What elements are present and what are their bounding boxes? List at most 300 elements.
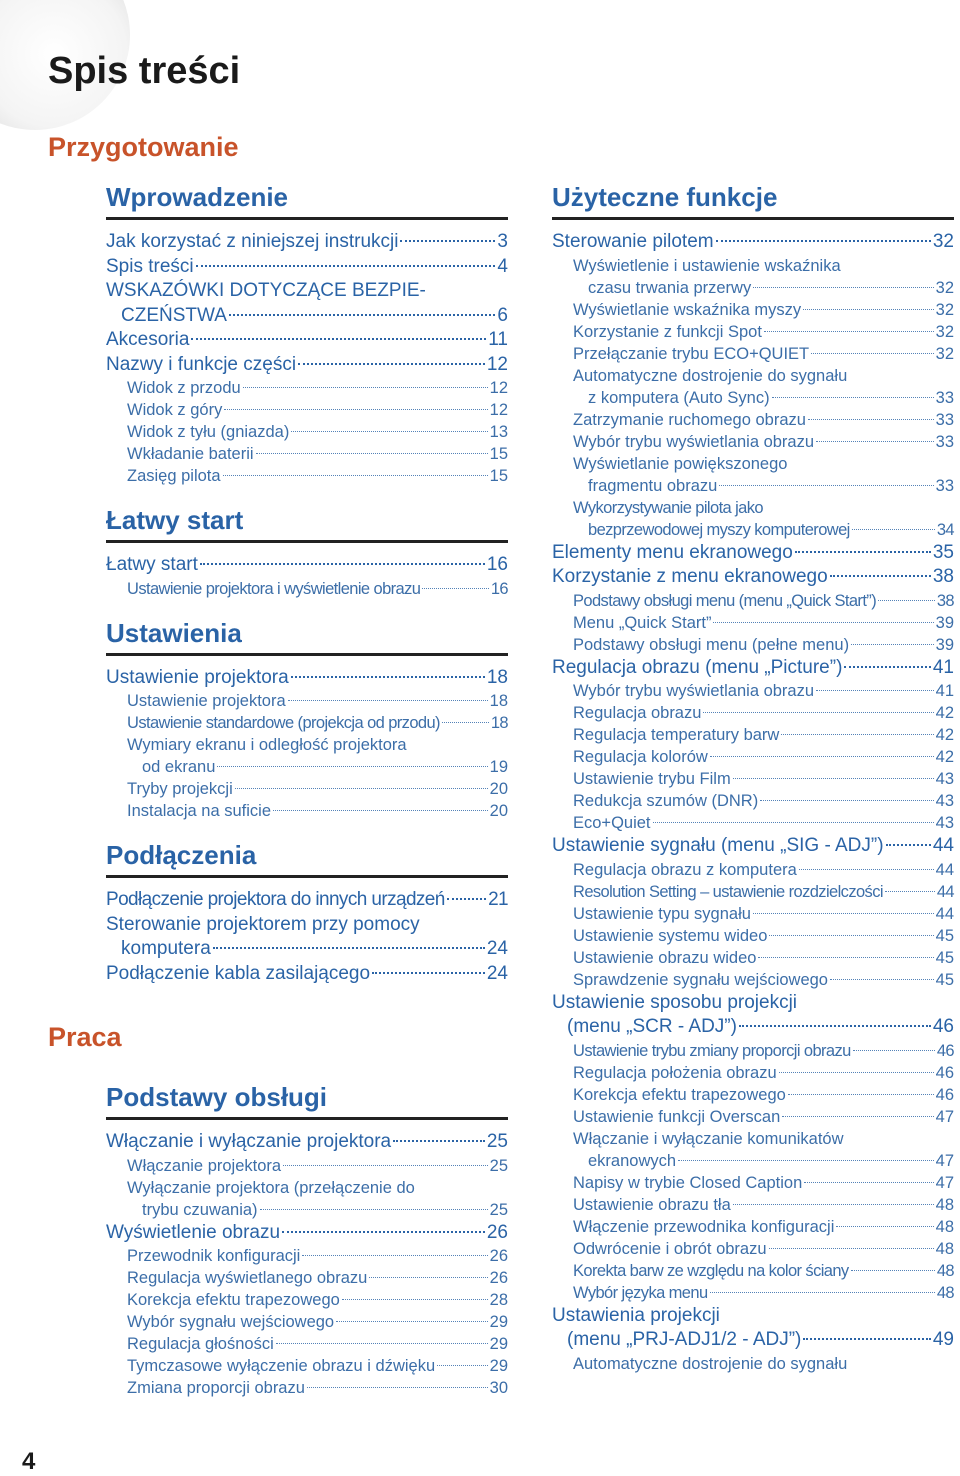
toc-subentry[interactable] <box>552 724 954 746</box>
part-heading-preparation: Przygotowanie <box>48 132 239 162</box>
dot-leader <box>235 788 488 789</box>
toc-entry-text: Korzystanie z funkcji Spot <box>573 322 762 341</box>
toc-entry-text: Regulacja położenia obrazu <box>573 1063 777 1082</box>
toc-entry-text: Przewodnik konfiguracji <box>127 1247 301 1265</box>
toc-subentry[interactable] <box>552 453 954 497</box>
toc-entry-text: Podłączenie kabla zasilającego <box>106 962 371 984</box>
toc-entry-text: Wyświetlenie obrazu <box>106 1221 281 1243</box>
dot-leader <box>653 822 934 823</box>
toc-entry-text: Eco+Quiet <box>573 814 651 832</box>
toc-page-number: 38 <box>936 591 954 610</box>
toc-page-number: 20 <box>489 780 508 798</box>
toc-subentry[interactable] <box>106 1355 508 1377</box>
toc-entry-text: z komputera (Auto Sync) <box>588 388 770 407</box>
toc-entry-text: Ustawienia projekcji <box>552 1304 720 1326</box>
toc-entry-text: Menu „Quick Start” <box>573 613 712 632</box>
toc-subentry[interactable] <box>106 712 508 734</box>
dot-leader <box>719 485 933 486</box>
toc-entry[interactable] <box>106 279 508 328</box>
dot-leader <box>307 1387 488 1388</box>
dot-leader <box>713 622 933 623</box>
dot-leader <box>710 1292 935 1293</box>
toc-page-number: 46 <box>932 1016 954 1037</box>
dot-leader <box>781 734 933 735</box>
toc-subentry[interactable] <box>552 790 954 812</box>
toc-page-number: 44 <box>935 904 954 923</box>
toc-entry-text: trybu czuwania) <box>142 1200 258 1219</box>
dot-leader <box>733 778 934 779</box>
toc-page-number: 32 <box>932 231 954 252</box>
toc-subentry[interactable] <box>552 746 954 768</box>
toc-entry-text: Napisy w trybie Closed Caption <box>573 1173 803 1192</box>
toc-entry-text: (menu „SCR - ADJ”) <box>567 1016 737 1037</box>
toc-subentry[interactable] <box>552 881 954 903</box>
toc-page-number: 48 <box>936 1283 954 1302</box>
toc-entry-text: Ustawienie standardowe (projekcja od przodu) <box>127 714 440 732</box>
toc-entry-text: Wykorzystywanie pilota jako <box>573 498 763 517</box>
toc-page-number: 47 <box>935 1107 954 1126</box>
toc-subentry[interactable] <box>552 903 954 925</box>
toc-page-number: 12 <box>489 379 508 397</box>
dot-leader <box>760 800 933 801</box>
toc-entry-text: Akcesoria <box>106 329 190 350</box>
toc-page-number: 4 <box>497 255 508 277</box>
toc-subentry[interactable] <box>552 343 954 365</box>
toc-subentry[interactable] <box>106 421 508 443</box>
dot-leader <box>851 644 934 645</box>
toc-subentry[interactable] <box>552 1353 954 1375</box>
toc-entry-text: Ustawienie obrazu tła <box>573 1195 731 1214</box>
toc-entry-text: Regulacja obrazu z komputera <box>573 860 797 879</box>
toc-entry-text: Podłączenie projektora do innych urządzeń <box>106 889 445 910</box>
toc-entry-text: Wybór trybu wyświetlania obrazu <box>573 682 815 700</box>
toc-entry-text: Włączenie przewodnika konfiguracji <box>573 1217 835 1236</box>
toc-entry[interactable] <box>106 255 508 280</box>
toc-entry-text: Wkładanie baterii <box>127 445 254 463</box>
toc-entry-text: Włączanie i wyłączanie projektora <box>106 1131 392 1152</box>
toc-entry-text: Wybór języka menu <box>573 1283 708 1302</box>
toc-subentry[interactable] <box>552 1260 954 1282</box>
toc-subentry[interactable] <box>552 1062 954 1084</box>
toc-page-number: 29 <box>489 1313 508 1331</box>
toc-page-number: 32 <box>935 300 954 319</box>
toc-page-number: 19 <box>489 758 508 776</box>
toc-subentry[interactable] <box>106 1267 508 1289</box>
toc-entry-text: Nazwy i funkcje części <box>106 353 297 375</box>
toc-entry-text: Widok z tyłu (gniazda) <box>127 423 290 441</box>
dot-leader <box>811 353 934 354</box>
toc-entry-text: Ustawienie systemu wideo <box>573 926 768 945</box>
dot-leader <box>836 1226 933 1227</box>
toc-page-number: 45 <box>935 926 954 945</box>
dot-leader <box>851 1270 935 1271</box>
toc-subentry[interactable] <box>552 768 954 790</box>
dot-leader <box>400 240 495 242</box>
toc-subentry[interactable] <box>552 497 954 541</box>
toc-entry-text: Ustawienie projektora <box>106 666 289 688</box>
toc-subentry[interactable] <box>552 947 954 969</box>
toc-entry-text: Zatrzymanie ruchomego obrazu <box>573 410 806 429</box>
toc-entry-text: Elementy menu ekranowego <box>552 541 793 563</box>
toc-page-number: 47 <box>935 1151 954 1170</box>
toc-subentry[interactable] <box>106 399 508 421</box>
section-heading: Łatwy start <box>106 503 508 543</box>
toc-subentry[interactable] <box>106 578 508 600</box>
toc-entry-text: Tymczasowe wyłączenie obrazu i dźwięku <box>127 1357 436 1375</box>
dot-leader <box>764 331 934 332</box>
toc-page-number: 29 <box>489 1335 508 1353</box>
toc-subentry[interactable] <box>552 612 954 634</box>
toc-entry-text: (menu „PRJ-ADJ1/2 - ADJ”) <box>567 1329 802 1350</box>
toc-entry[interactable] <box>106 553 508 578</box>
toc-subentry[interactable] <box>552 1084 954 1106</box>
toc-subentry[interactable] <box>106 1377 508 1399</box>
toc-page-number: 44 <box>932 835 954 856</box>
toc-left-column <box>106 180 508 1399</box>
toc-page-number: 44 <box>936 882 954 901</box>
toc-page-number: 25 <box>486 1131 508 1152</box>
toc-entry-text: Ustawienie sygnału (menu „SIG - ADJ”) <box>552 835 884 856</box>
toc-page-number: 28 <box>489 1291 508 1309</box>
toc-subentry[interactable] <box>106 443 508 465</box>
dot-leader <box>795 551 931 553</box>
toc-entry[interactable] <box>552 991 954 1040</box>
dot-leader <box>200 563 485 565</box>
dot-leader <box>830 979 934 980</box>
dot-leader <box>224 409 487 410</box>
toc-page-number: 46 <box>935 1085 954 1104</box>
toc-subentry[interactable] <box>552 1172 954 1194</box>
toc-list <box>106 1130 508 1399</box>
dot-leader <box>844 666 930 668</box>
toc-entry-text: Wybór sygnału wejściowego <box>127 1313 335 1331</box>
toc-entry-text: od ekranu <box>142 758 216 776</box>
toc-entry-text: Wyłączanie projektora (przełączenie do <box>127 1178 415 1197</box>
dot-leader <box>803 309 933 310</box>
section-podstawy-obslugi <box>106 1080 508 1399</box>
section-latwy-start <box>106 503 508 600</box>
dot-leader <box>703 712 933 713</box>
toc-page-number: 39 <box>935 635 954 654</box>
toc-page-number: 43 <box>935 814 954 832</box>
toc-subentry[interactable] <box>552 431 954 453</box>
dot-leader <box>291 431 487 432</box>
toc-entry-text: Ustawienie trybu zmiany proporcji obrazu <box>573 1041 851 1060</box>
toc-page-number: 18 <box>486 666 508 688</box>
dot-leader <box>816 441 934 442</box>
toc-entry[interactable] <box>552 565 954 590</box>
toc-page-number: 20 <box>489 802 508 820</box>
toc-entry-text: Wybór trybu wyświetlania obrazu <box>573 432 815 451</box>
section-wprowadzenie <box>106 180 508 487</box>
dot-leader <box>803 1338 930 1340</box>
dot-leader <box>288 700 488 701</box>
toc-entry-text: Wymiary ekranu i odległość projektora <box>127 736 407 754</box>
toc-entry-text: Wyświetlanie wskaźnika myszy <box>573 300 802 319</box>
dot-leader <box>422 588 488 589</box>
toc-list <box>106 888 508 986</box>
toc-entry-text: Włączanie projektora <box>127 1156 282 1175</box>
toc-subentry[interactable] <box>552 812 954 834</box>
toc-subentry[interactable] <box>552 409 954 431</box>
toc-entry-text: Automatyczne dostrojenie do sygnału <box>573 366 848 385</box>
toc-page-number: 45 <box>935 948 954 967</box>
dot-leader <box>753 287 933 288</box>
toc-page-number: 48 <box>935 1239 954 1258</box>
toc-subentry[interactable] <box>106 778 508 800</box>
toc-entry[interactable] <box>106 1221 508 1246</box>
toc-entry[interactable] <box>552 230 954 255</box>
dot-leader <box>447 898 486 900</box>
section-podlaczenia <box>106 838 508 986</box>
dot-leader <box>852 529 935 530</box>
toc-entry-text: Regulacja obrazu <box>573 704 702 722</box>
dot-leader <box>788 1094 934 1095</box>
dot-leader <box>710 756 934 757</box>
dot-leader <box>758 957 933 958</box>
toc-page-number: 39 <box>935 613 954 632</box>
toc-page-number: 44 <box>935 860 954 879</box>
toc-entry-text: Ustawienie typu sygnału <box>573 904 751 923</box>
toc-subentry[interactable] <box>106 1333 508 1355</box>
toc-page-number: 42 <box>935 748 954 766</box>
toc-page-number: 24 <box>486 962 508 984</box>
toc-subentry[interactable] <box>552 925 954 947</box>
toc-subentry[interactable] <box>552 1282 954 1304</box>
toc-entry[interactable] <box>106 666 508 691</box>
toc-entry[interactable] <box>106 353 508 378</box>
toc-entry[interactable] <box>106 962 508 987</box>
dot-leader <box>885 891 935 892</box>
dot-leader <box>830 575 931 577</box>
dot-leader <box>282 1231 485 1233</box>
dot-leader <box>256 453 488 454</box>
toc-page-number: 32 <box>935 322 954 341</box>
toc-page-number: 12 <box>486 353 508 375</box>
dot-leader <box>260 1209 488 1210</box>
toc-subentry[interactable] <box>552 299 954 321</box>
toc-page-number: 18 <box>490 714 508 732</box>
dot-leader <box>739 1025 931 1027</box>
toc-entry-text: Sterowanie pilotem <box>552 231 714 252</box>
dot-leader <box>393 1140 485 1142</box>
toc-subentry[interactable] <box>552 1106 954 1128</box>
toc-entry-text: Spis treści <box>106 255 194 277</box>
dot-leader <box>678 1160 934 1161</box>
toc-page-number: 21 <box>488 889 508 910</box>
dot-leader <box>283 1165 488 1166</box>
section-ustawienia <box>106 616 508 823</box>
dot-leader <box>191 338 486 340</box>
toc-page-number: 48 <box>935 1195 954 1214</box>
toc-subentry[interactable] <box>106 734 508 778</box>
dot-leader <box>716 240 931 242</box>
toc-page-number: 35 <box>932 541 954 563</box>
toc-entry-text: WSKAZÓWKI DOTYCZĄCE BEZPIE- <box>106 280 426 301</box>
toc-entry-text: Ustawienie projektora i wyświetlenie obrazu <box>127 579 421 598</box>
toc-entry-text: komputera <box>121 938 211 959</box>
toc-page-number: 33 <box>935 410 954 429</box>
toc-page-number: 42 <box>935 726 954 744</box>
toc-entry-text: Ustawienie sposobu projekcji <box>552 991 798 1013</box>
toc-entry-text: Tryby projekcji <box>127 780 233 798</box>
toc-subentry[interactable] <box>552 969 954 991</box>
dot-leader <box>243 387 488 388</box>
toc-subentry[interactable] <box>106 1155 508 1177</box>
toc-entry-text: Zmiana proporcji obrazu <box>127 1379 305 1397</box>
section-heading: Ustawienia <box>106 616 508 656</box>
toc-page-number: 16 <box>490 579 508 598</box>
toc-subentry[interactable] <box>552 590 954 612</box>
toc-entry-text: Ustawienie obrazu wideo <box>573 948 757 967</box>
toc-entry-text: Resolution Setting – ustawienie rozdzielczości <box>573 882 883 901</box>
toc-page-number: 33 <box>935 432 954 451</box>
toc-subentry[interactable] <box>106 465 508 487</box>
toc-subentry[interactable] <box>106 1245 508 1267</box>
toc-page-number: 48 <box>936 1261 954 1280</box>
dot-leader <box>442 722 489 723</box>
toc-page-number: 38 <box>932 566 954 587</box>
toc-page-number: 6 <box>497 304 508 326</box>
toc-subentry[interactable] <box>106 1177 508 1221</box>
toc-page-number: 46 <box>935 1063 954 1082</box>
dot-leader <box>229 314 496 316</box>
toc-page-number: 33 <box>935 388 954 407</box>
toc-entry-text: Widok z góry <box>127 401 223 419</box>
part-heading-operation: Praca <box>48 1022 122 1052</box>
toc-entry-text: Korekcja efektu trapezowego <box>127 1291 340 1309</box>
toc-entry-text: Ustawienie projektora <box>127 692 286 710</box>
toc-subentry[interactable] <box>552 634 954 656</box>
toc-entry[interactable] <box>552 1304 954 1353</box>
dot-leader <box>799 869 934 870</box>
dot-leader <box>336 1321 488 1322</box>
toc-subentry[interactable] <box>552 680 954 702</box>
dot-leader <box>217 766 487 767</box>
toc-page-number: 11 <box>488 329 508 350</box>
toc-page-number: 41 <box>932 656 954 678</box>
toc-entry-text: Odwrócenie i obrót obrazu <box>573 1239 767 1258</box>
toc-page-number: 42 <box>935 704 954 722</box>
toc-entry-text: Sterowanie projektorem przy pomocy <box>106 913 420 935</box>
toc-subentry[interactable] <box>552 859 954 881</box>
toc-subentry[interactable] <box>106 1311 508 1333</box>
toc-subentry[interactable] <box>552 1216 954 1238</box>
dot-leader <box>273 810 488 811</box>
dot-leader <box>769 935 933 936</box>
toc-entry-text: Regulacja wyświetlanego obrazu <box>127 1269 368 1287</box>
dot-leader <box>372 972 485 974</box>
toc-page-number: 43 <box>935 770 954 788</box>
toc-entry-text: ekranowych <box>588 1151 677 1170</box>
toc-page-number: 18 <box>489 692 508 710</box>
toc-subentry[interactable] <box>552 1128 954 1172</box>
toc-page-number: 25 <box>489 1156 508 1175</box>
toc-entry[interactable] <box>552 656 954 681</box>
dot-leader <box>769 1248 934 1249</box>
toc-entry-text: Ustawienie trybu Film <box>573 770 731 788</box>
toc-entry[interactable] <box>106 913 508 962</box>
dot-leader <box>886 844 931 846</box>
toc-page-number: 25 <box>489 1200 508 1219</box>
dot-leader <box>733 1204 934 1205</box>
toc-entry-text: bezprzewodowej myszy komputerowej <box>588 520 850 539</box>
toc-entry-text: czasu trwania przerwy <box>588 278 752 297</box>
toc-subentry[interactable] <box>552 1194 954 1216</box>
toc-page-number: 43 <box>935 792 954 810</box>
dot-leader <box>878 600 935 601</box>
toc-page-number: 13 <box>489 423 508 441</box>
toc-page-number: 41 <box>935 682 954 700</box>
toc-entry-text: Podstawy obsługi menu (menu „Quick Start”) <box>573 591 877 610</box>
toc-entry-text: Włączanie i wyłączanie komunikatów <box>573 1129 844 1148</box>
dot-leader <box>437 1365 488 1366</box>
toc-page-number: 12 <box>489 401 508 419</box>
toc-entry-text: Regulacja obrazu (menu „Picture”) <box>552 656 843 678</box>
dot-leader <box>808 419 934 420</box>
toc-entry-text: Korzystanie z menu ekranowego <box>552 566 828 587</box>
page-number: 4 <box>22 1448 36 1475</box>
toc-subentry[interactable] <box>106 1289 508 1311</box>
toc-entry-text: Łatwy start <box>106 554 198 575</box>
toc-subentry[interactable] <box>552 321 954 343</box>
toc-page-number: 46 <box>936 1041 954 1060</box>
toc-page-number: 45 <box>935 970 954 989</box>
toc-subentry[interactable] <box>552 255 954 299</box>
dot-leader <box>196 265 496 267</box>
toc-page-number: 33 <box>935 476 954 495</box>
section-heading: Podstawy obsługi <box>106 1080 508 1120</box>
toc-subentry[interactable] <box>106 690 508 712</box>
dot-leader <box>816 690 934 691</box>
dot-leader <box>276 1343 488 1344</box>
toc-page-number: 26 <box>486 1221 508 1243</box>
toc-subentry[interactable] <box>552 1040 954 1062</box>
toc-entry[interactable] <box>106 888 508 913</box>
toc-entry[interactable] <box>106 230 508 255</box>
toc-entry[interactable] <box>552 834 954 859</box>
toc-entry[interactable] <box>552 541 954 566</box>
toc-entry-text: Widok z przodu <box>127 379 241 397</box>
toc-entry-text: Sprawdzenie sygnału wejściowego <box>573 970 828 989</box>
toc-subentry[interactable] <box>552 365 954 409</box>
toc-subentry[interactable] <box>106 800 508 822</box>
toc-entry-text: Regulacja temperatury barw <box>573 726 780 744</box>
section-heading: Podłączenia <box>106 838 508 878</box>
toc-entry-text: Wyświetlenie i ustawienie wskaźnika <box>573 256 841 275</box>
toc-list <box>552 230 954 1375</box>
toc-list <box>106 666 508 823</box>
toc-page-number: 15 <box>489 445 508 463</box>
toc-entry-text: Podstawy obsługi menu (pełne menu) <box>573 635 850 654</box>
dot-leader <box>342 1299 488 1300</box>
toc-page-number: 30 <box>489 1379 508 1397</box>
dot-leader <box>298 363 485 365</box>
toc-subentry[interactable] <box>552 1238 954 1260</box>
toc-page-number: 32 <box>935 344 954 363</box>
toc-page-number: 32 <box>935 278 954 297</box>
dot-leader <box>291 676 485 678</box>
toc-right-column <box>552 180 954 1375</box>
toc-entry[interactable] <box>106 1130 508 1155</box>
toc-entry-text: Zasięg pilota <box>127 467 221 485</box>
toc-subentry[interactable] <box>552 702 954 724</box>
toc-list <box>106 230 508 487</box>
toc-entry[interactable] <box>106 328 508 353</box>
dot-leader <box>772 397 934 398</box>
toc-subentry[interactable] <box>106 377 508 399</box>
section-heading: Użyteczne funkcje <box>552 180 954 220</box>
